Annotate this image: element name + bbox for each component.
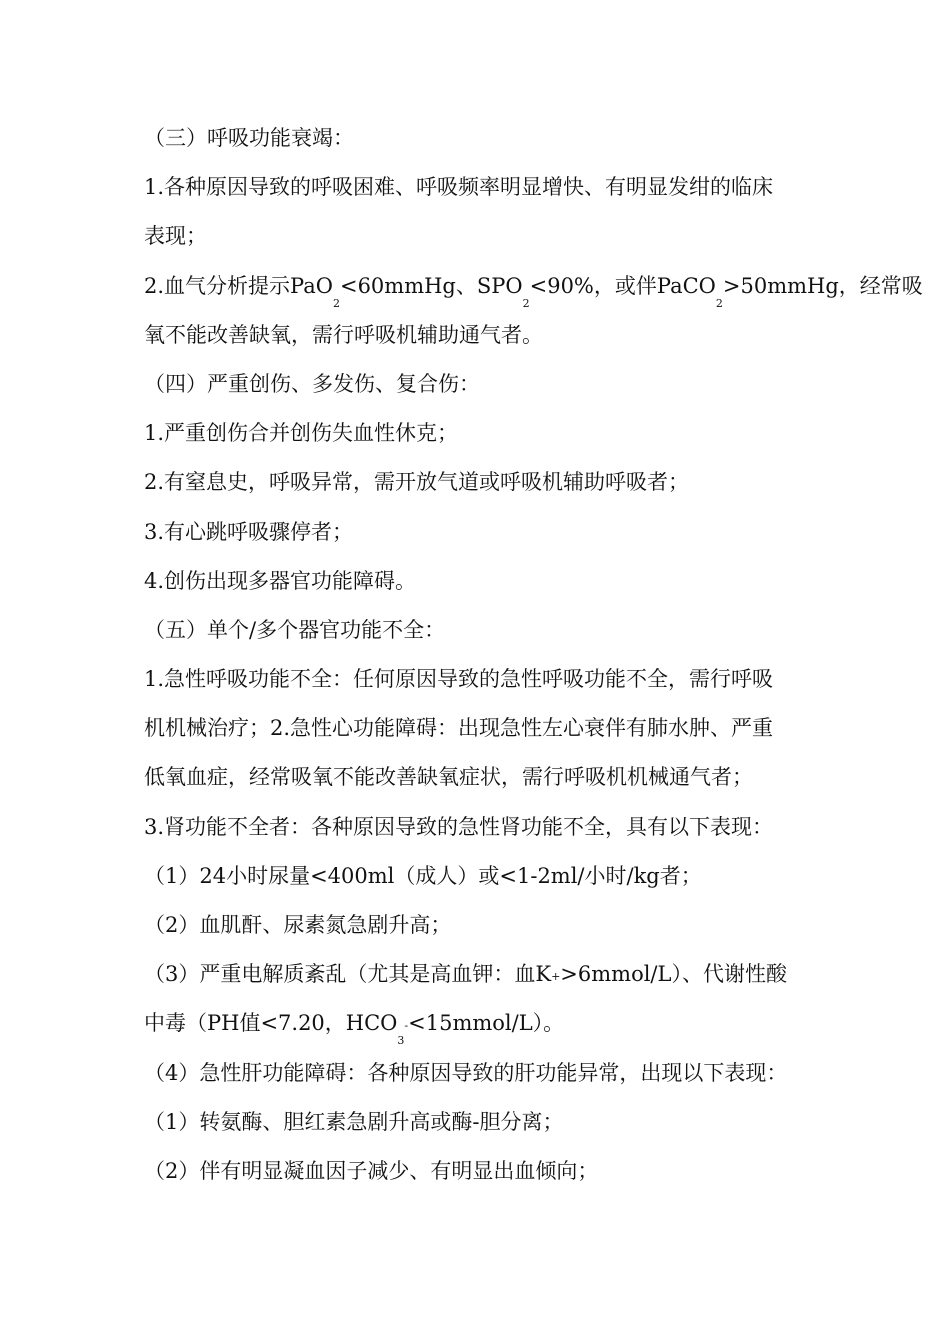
list-item-electrolyte bbox=[144, 950, 810, 999]
subscript: 2 bbox=[522, 296, 530, 310]
paragraph-line: 氧不能改善缺氧，需行呼吸机辅助通气者。 bbox=[144, 322, 543, 347]
paragraph-line: 低氧血症，经常吸氧不能改善缺氧症状，需行呼吸机机械通气者； bbox=[144, 765, 753, 790]
list-item: （2）血肌酐、尿素氮急剧升高； bbox=[144, 913, 452, 937]
paragraph-line: 表现； bbox=[144, 224, 207, 249]
section-heading-organ-failure: （五）单个/多个器官功能不全： bbox=[144, 617, 446, 642]
text-run: 中毒（PH值<7.20，HCO bbox=[144, 1011, 398, 1036]
list-item: （2）伴有明显凝血因子减少、有明显出血倾向； bbox=[144, 1158, 599, 1183]
section-heading-respiratory-failure: （三）呼吸功能衰竭： bbox=[144, 126, 354, 150]
list-item: 4.创伤出现多器官功能障碍。 bbox=[144, 568, 417, 593]
text-run: >50mmHg，经常吸 bbox=[722, 273, 923, 298]
text-run: （3）严重电解质紊乱（尤其是高血钾：血K bbox=[144, 962, 552, 987]
text-run: <60mmHg、SPO bbox=[339, 273, 523, 298]
subscript: 2 bbox=[715, 296, 723, 310]
paragraph-line: 机机械治疗；2.急性心功能障碍：出现急性左心衰伴有肺水肿、严重 bbox=[144, 716, 774, 741]
section-heading-trauma: （四）严重创伤、多发伤、复合伤： bbox=[144, 371, 480, 396]
subscript: 2 bbox=[332, 296, 340, 310]
paragraph-line: 3.肾功能不全者：各种原因导致的急性肾功能不全，具有以下表现： bbox=[144, 814, 774, 839]
paragraph-line-acidosis bbox=[144, 999, 810, 1048]
paragraph-line: 1.各种原因导致的呼吸困难、呼吸频率明显增快、有明显发绀的临床 bbox=[144, 175, 774, 200]
subscript: 3 bbox=[397, 1034, 405, 1048]
document-body bbox=[144, 114, 923, 1196]
list-item: 2.有窒息史，呼吸异常，需开放气道或呼吸机辅助呼吸者； bbox=[144, 470, 690, 495]
list-item: 1.严重创伤合并创伤失血性休克； bbox=[144, 421, 459, 446]
text-run: >6mmol/L）、代谢性酸 bbox=[560, 962, 787, 987]
text-run: <15mmol/L）。 bbox=[408, 1011, 565, 1036]
paragraph-line-blood-gas bbox=[144, 262, 923, 311]
text-run: 2.血气分析提示PaO bbox=[144, 273, 333, 298]
list-item: （4）急性肝功能障碍：各种原因导致的肝功能异常，出现以下表现： bbox=[144, 1060, 788, 1085]
list-item: 3.有心跳呼吸骤停者； bbox=[144, 519, 354, 544]
list-item: （1）24小时尿量<400ml（成人）或<1-2ml/小时/kg者； bbox=[144, 863, 702, 888]
paragraph-line: 1.急性呼吸功能不全：任何原因导致的急性呼吸功能不全，需行呼吸 bbox=[144, 667, 774, 692]
superscript: - bbox=[404, 1019, 409, 1033]
superscript: + bbox=[551, 970, 561, 984]
list-item: （1）转氨酶、胆红素急剧升高或酶-胆分离； bbox=[144, 1109, 564, 1134]
text-run: <90%，或伴PaCO bbox=[529, 273, 716, 298]
